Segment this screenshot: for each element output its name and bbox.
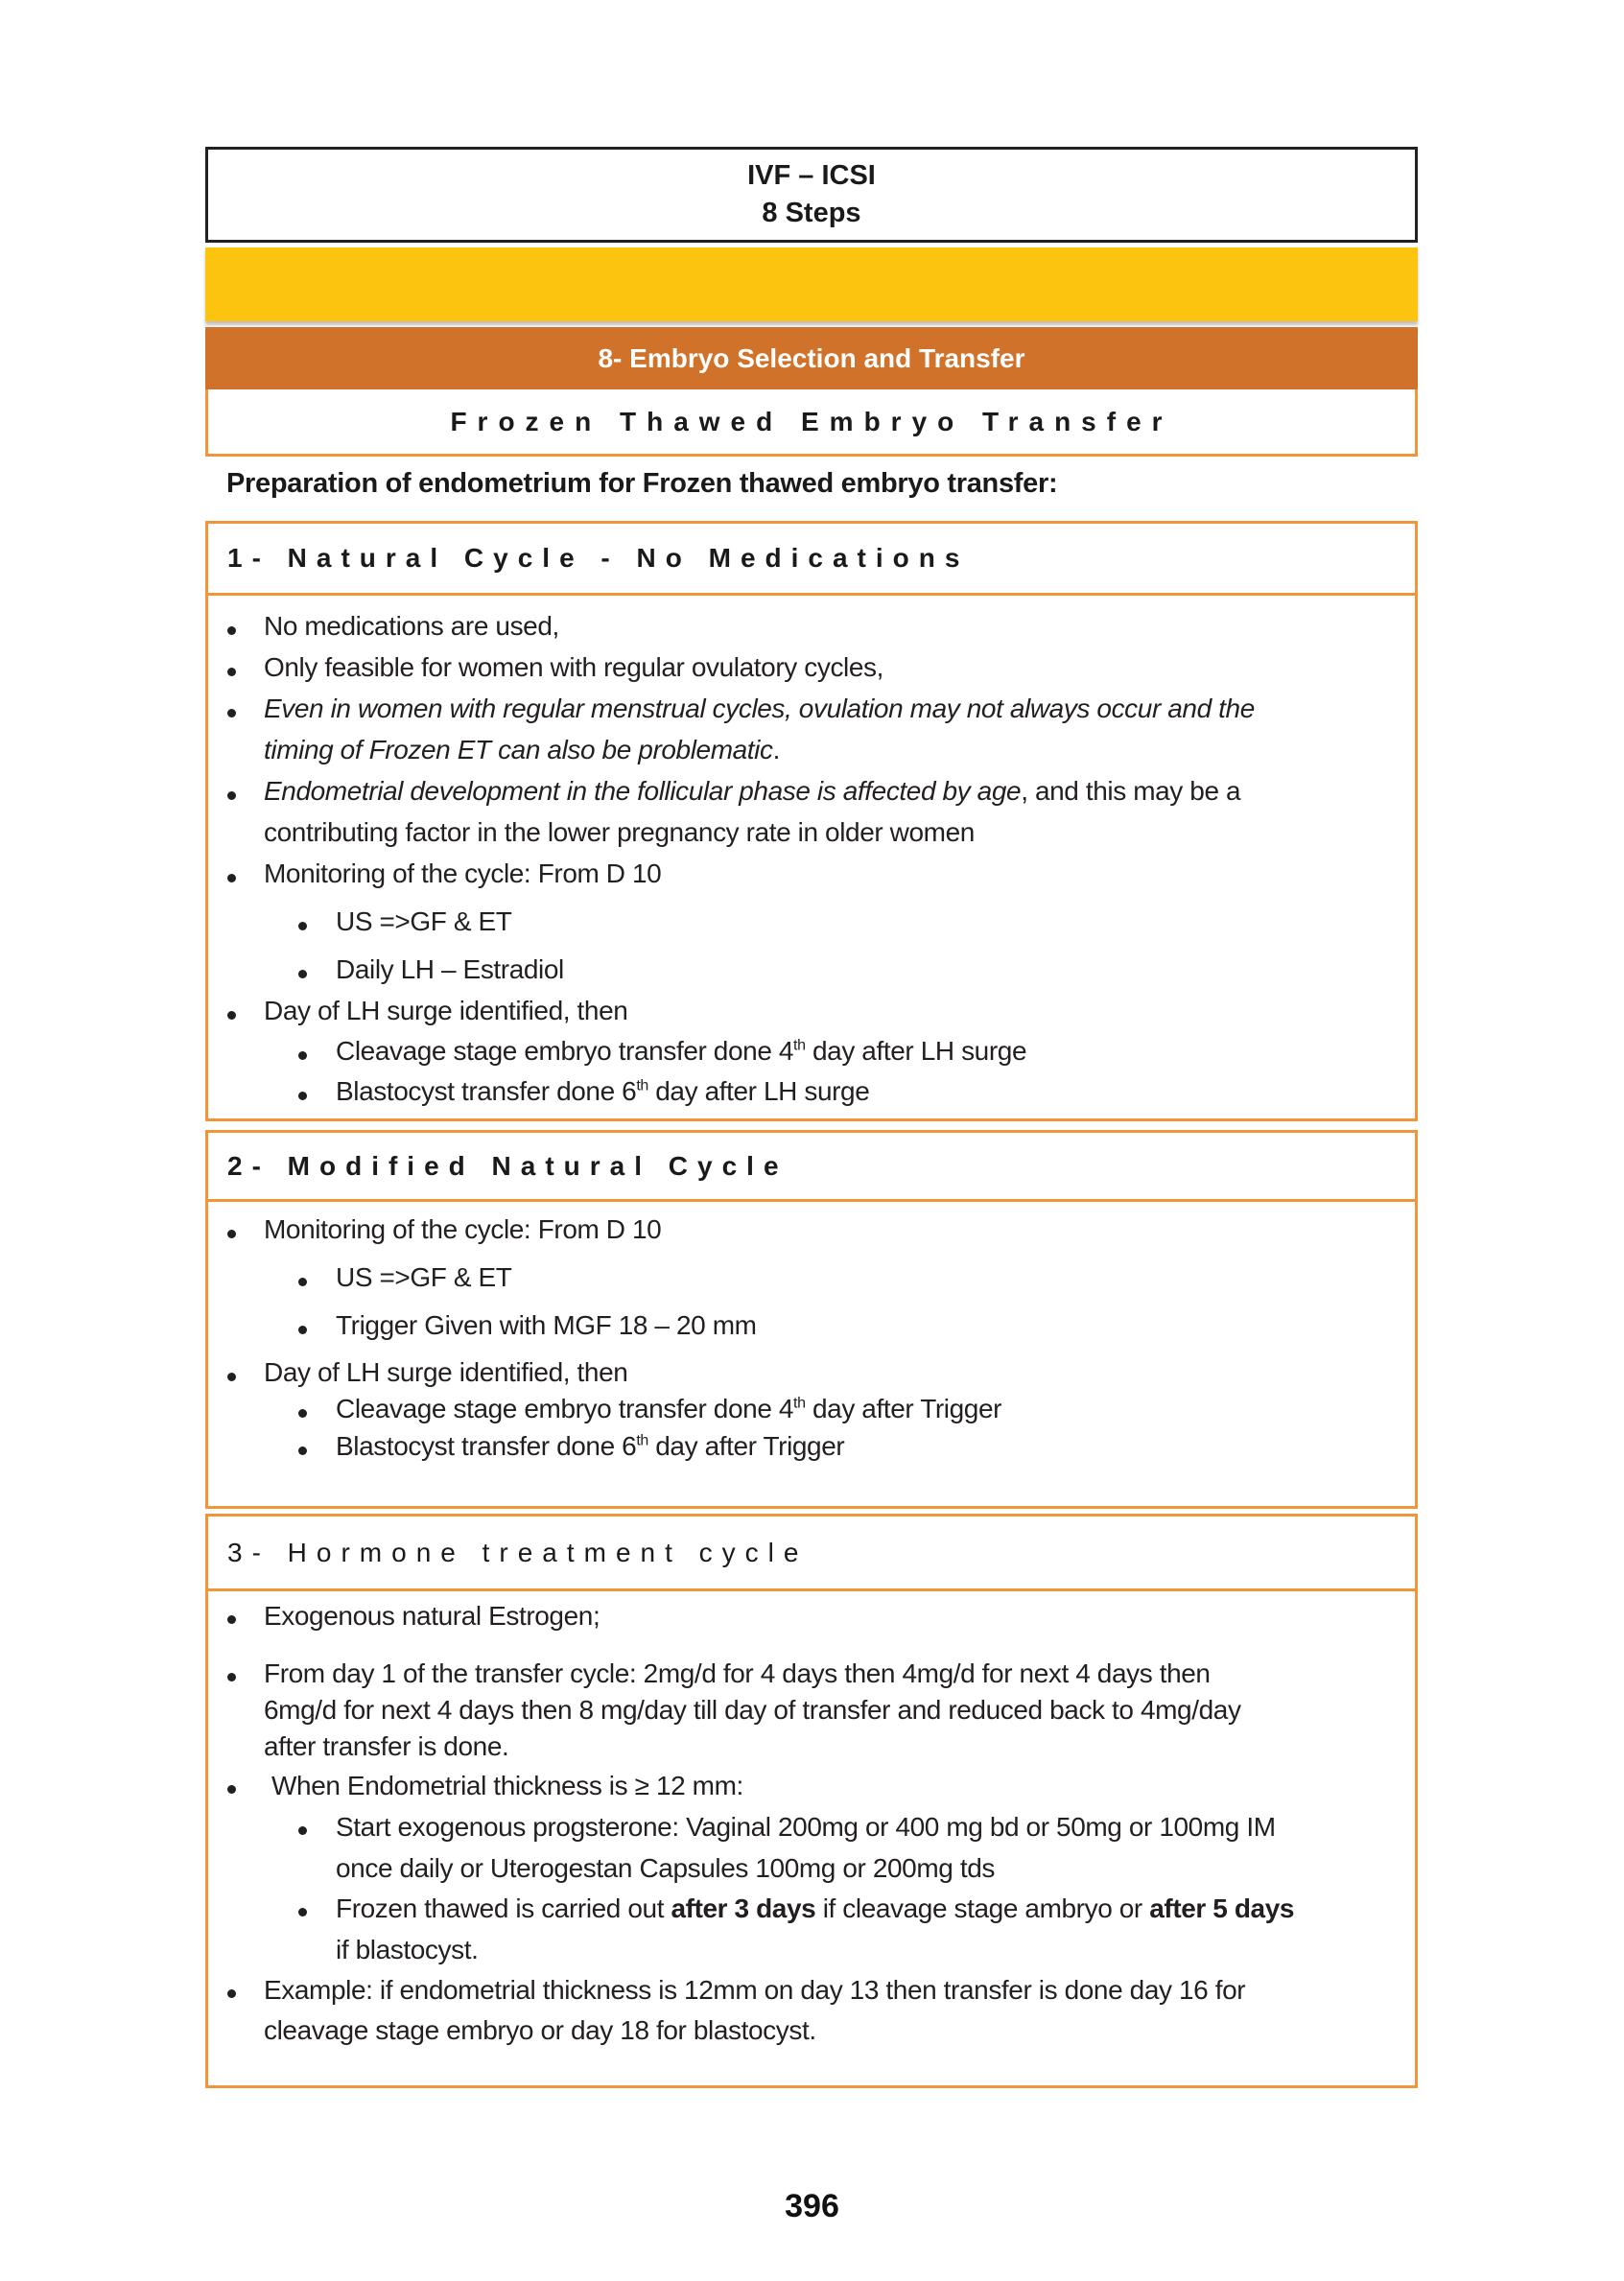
plain-text: . [772,735,780,764]
chapter-subtitle: 8 Steps [762,198,861,228]
sub-list-item [336,1431,844,1462]
topic-subtitle-box [205,389,1418,457]
list-item: Exogenous natural Estrogen; [264,1601,600,1631]
sub-bullet-icon [298,1092,307,1100]
text: day after LH surge [805,1036,1027,1066]
bullet-icon [227,1673,236,1681]
superscript: th [636,1432,648,1449]
text: Blastocyst transfer done 6 [336,1076,637,1106]
list-item: No medications are used, [264,611,559,641]
bullet-icon [227,1373,236,1381]
section-heading [208,1517,1415,1591]
italic-text: Endometrial development in the follicular phase is affected by age [264,776,1022,806]
sub-list-item: US =>GF & ET [336,906,512,936]
sub-list-item: Daily LH – Estradiol [336,954,564,984]
list-item-continuation: after transfer is done. [264,1731,509,1761]
list-item-continuation: cleavage stage embryo or day 18 for blastocyst. [264,2015,816,2045]
bold-text: after 5 days [1149,1893,1295,1923]
sub-list-item [336,1076,869,1107]
list-item: From day 1 of the transfer cycle: 2mg/d for 4 days then 4mg/d for next 4 days then [264,1658,1211,1688]
list-item: Example: if endometrial thickness is 12mm on day 13 then transfer is done day 16 for [264,1975,1246,2005]
section-hormone-treatment-cycle [205,1514,1418,2088]
italic-text: timing of Frozen ET can also be problematic [264,735,773,764]
sub-list-item [336,1036,1026,1067]
sub-bullet-icon [298,1446,307,1455]
superscript: th [793,1037,806,1054]
bullet-icon [227,1785,236,1794]
section-heading [208,524,1415,596]
bullet-icon [227,668,236,676]
plain-text: , and this may be a [1021,776,1241,806]
list-item: When Endometrial thickness is ≥ 12 mm: [271,1771,743,1800]
preparation-heading: Preparation of endometrium for Frozen thawed embryo transfer: [226,468,1058,499]
text: day after Trigger [647,1431,845,1461]
bullet-icon [227,626,236,635]
chapter-title: IVF – ICSI [747,160,876,191]
section-heading-text: 3- Hormone treatment cycle [227,1537,809,1567]
list-item: Even in women with regular menstrual cycles, ovulation may not always occur and the [264,694,1255,723]
bullet-icon [227,1989,236,1998]
list-item: Monitoring of the cycle: From D 10 [264,1214,662,1244]
sub-bullet-icon [298,1409,307,1418]
section-heading-text: 2- Modified Natural Cycle [227,1150,788,1181]
sub-bullet-icon [298,1278,307,1286]
list-item: Day of LH surge identified, then [264,1357,628,1387]
bold-text: after 3 days [671,1893,816,1923]
section-heading-text: 1- Natural Cycle - No Medications [227,543,970,573]
page-number: 396 [785,2188,839,2224]
topic-subtitle: Frozen Thawed Embryo Transfer [450,406,1173,436]
text: if cleavage stage ambryo or [815,1893,1150,1923]
sub-list-item: Trigger Given with MGF 18 – 20 mm [336,1310,757,1340]
sub-list-item-continuation: once daily or Uterogestan Capsules 100mg or 200mg tds [336,1853,995,1883]
sub-list-item [336,1394,1001,1424]
step-bar [205,327,1418,389]
sub-list-item [336,1893,1294,1924]
sub-bullet-icon [298,970,307,978]
list-item-continuation: contributing factor in the lower pregnancy rate in older women [264,817,975,847]
chapter-title-box [205,147,1418,243]
text: day after LH surge [647,1076,870,1106]
sub-bullet-icon [298,922,307,930]
list-item: Day of LH surge identified, then [264,996,628,1025]
list-item-continuation [264,735,780,765]
section-modified-natural-cycle [205,1130,1418,1509]
text: Frozen thawed is carried out [336,1893,671,1923]
bullet-icon [227,1011,236,1020]
bullet-icon [227,874,236,882]
sub-bullet-icon [298,1826,307,1835]
bullet-icon [227,1615,236,1624]
list-item: Monitoring of the cycle: From D 10 [264,858,662,888]
superscript: th [793,1395,806,1412]
text: Cleavage stage embryo transfer done 4 [336,1036,794,1066]
text: Cleavage stage embryo transfer done 4 [336,1394,794,1423]
bullet-icon [227,1230,236,1238]
list-item-continuation: 6mg/d for next 4 days then 8 mg/day till day of transfer and reduced back to 4mg/day [264,1695,1241,1725]
sub-list-item: Start exogenous progsterone: Vaginal 200mg or 400 mg bd or 50mg or 100mg IM [336,1812,1276,1842]
sub-bullet-icon [298,1051,307,1060]
sub-list-item: US =>GF & ET [336,1262,512,1292]
text: day after Trigger [805,1394,1002,1423]
sub-list-item-continuation: if blastocyst. [336,1935,479,1964]
bullet-icon [227,709,236,717]
step-label: 8- Embryo Selection and Transfer [598,342,1025,373]
yellow-divider-bar [205,247,1418,321]
list-item: Only feasible for women with regular ovulatory cycles, [264,652,884,682]
bullet-icon [227,791,236,800]
text: Blastocyst transfer done 6 [336,1431,637,1461]
section-natural-cycle [205,521,1418,1121]
sub-bullet-icon [298,1326,307,1334]
sub-bullet-icon [298,1908,307,1917]
superscript: th [636,1077,648,1094]
list-item [264,776,1240,807]
section-heading [208,1133,1415,1202]
